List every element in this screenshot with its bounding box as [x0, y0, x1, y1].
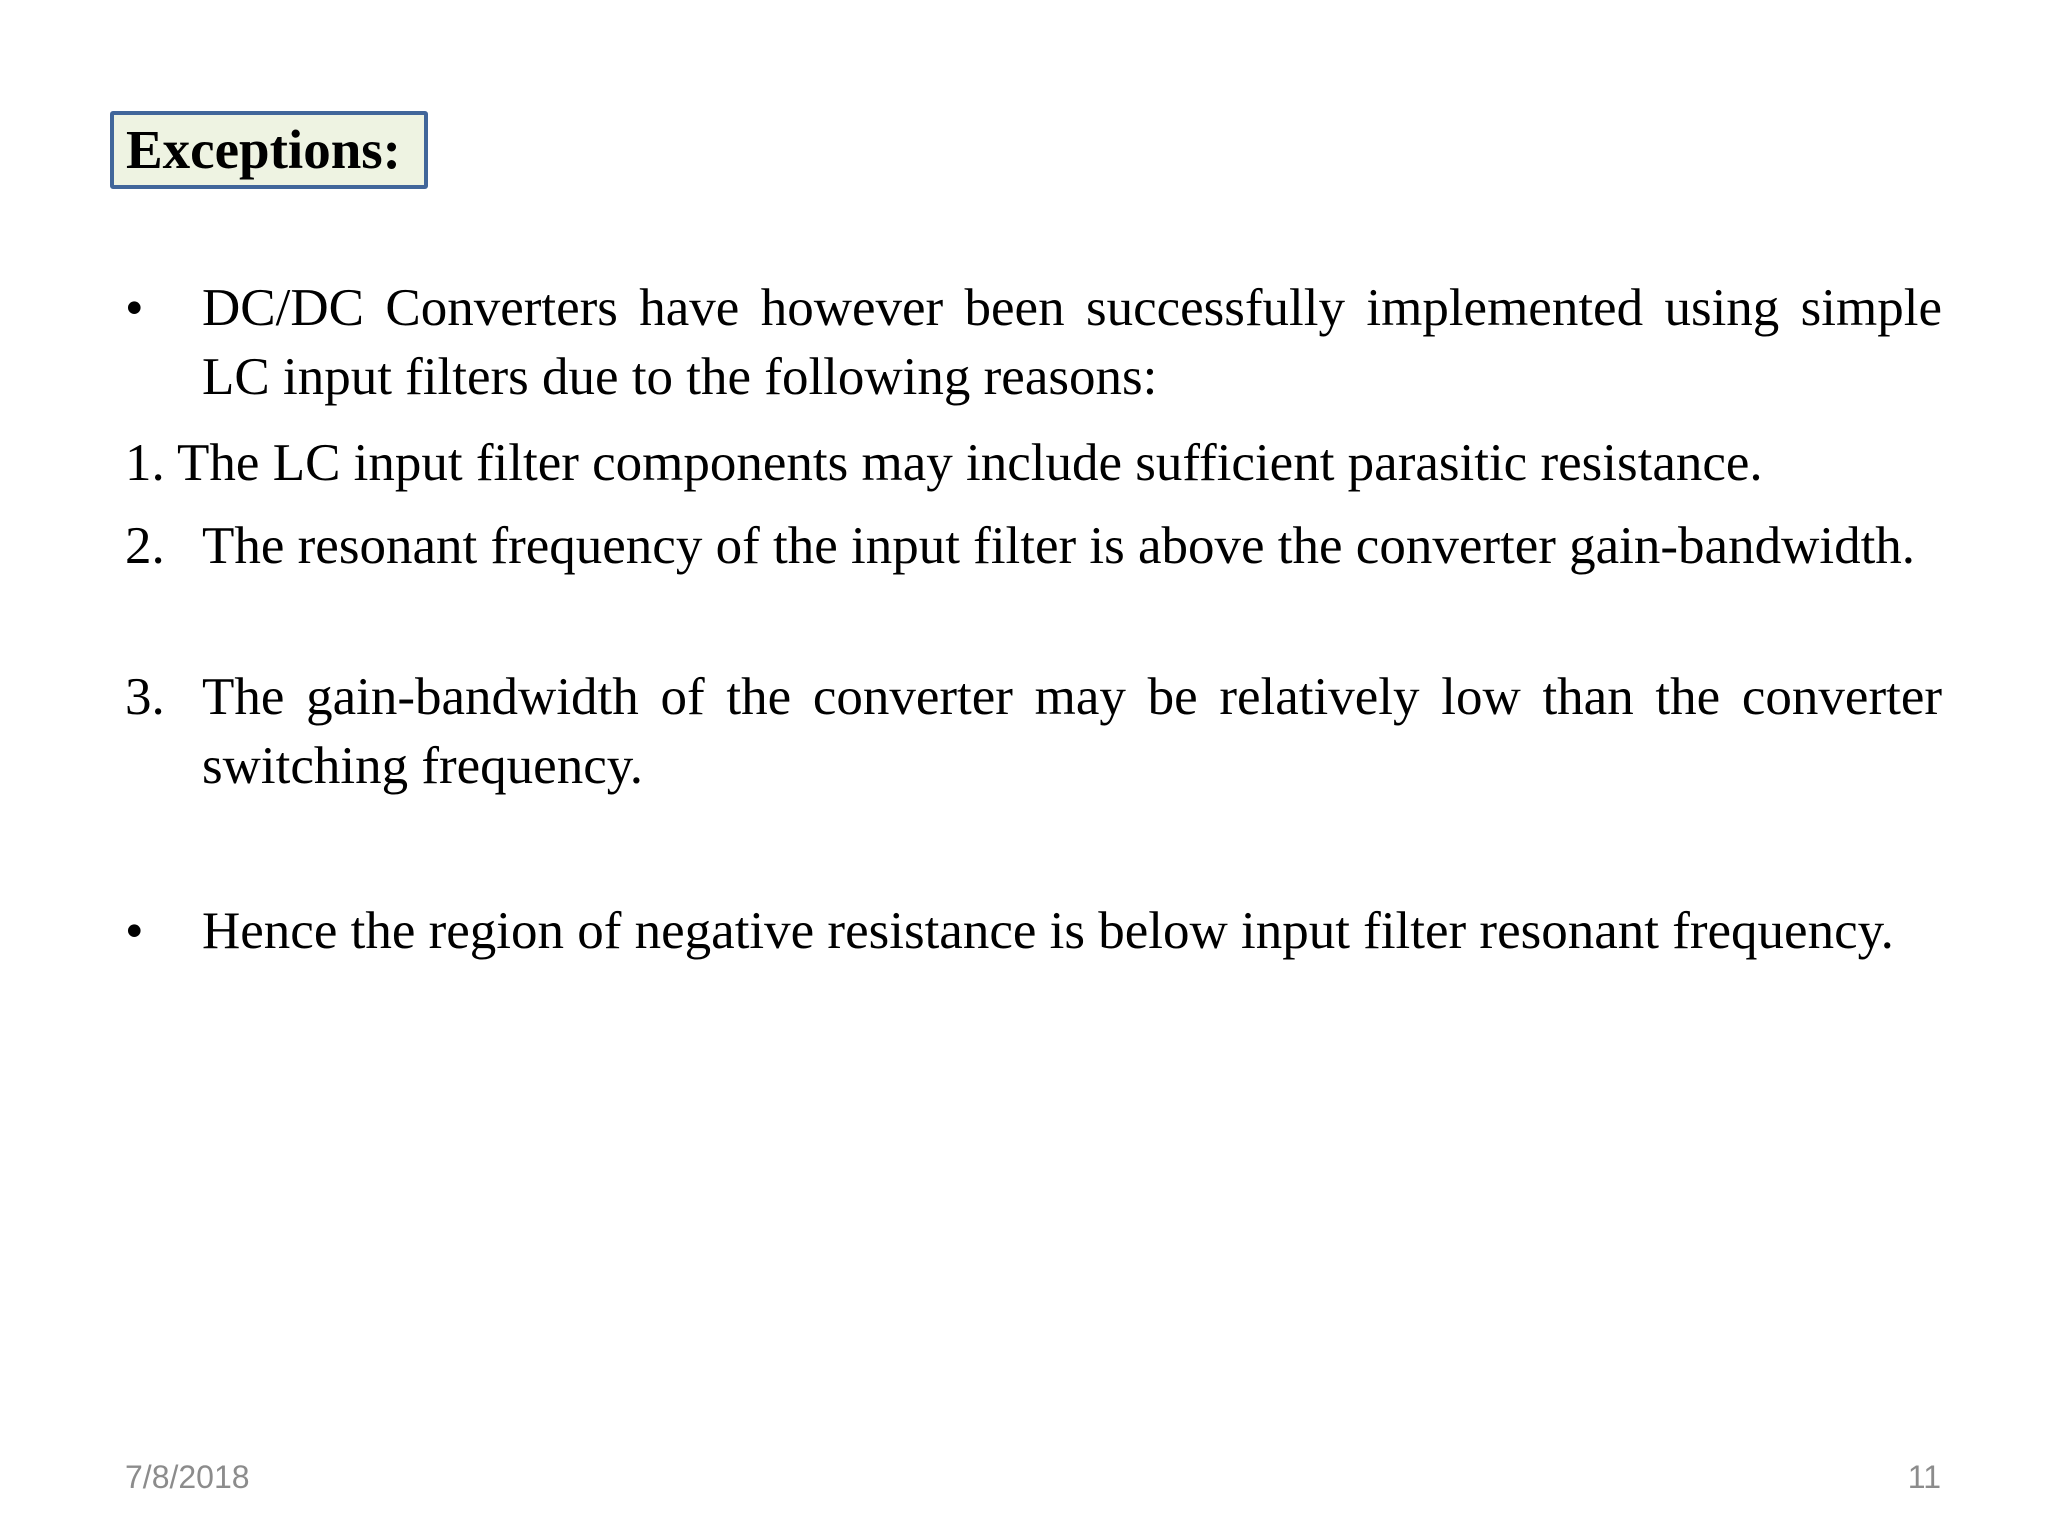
reason-2-marker: 2. [125, 517, 165, 575]
reason-1-text: The LC input filter components may include sufficient parasitic resistance. [177, 434, 1763, 492]
bullet-marker: • [125, 279, 144, 337]
reason-3-text: The gain-bandwidth of the converter may be relatively low than the converter switching frequency. [202, 668, 1942, 795]
slide-title: Exceptions: [126, 119, 401, 180]
bullet-conclusion-text: Hence the region of negative resistance is below input filter resonant frequency. [202, 902, 1894, 960]
bullet-intro [125, 274, 1942, 412]
reason-1-marker: 1. [125, 434, 165, 492]
bullet-conclusion [125, 897, 1942, 966]
bullet-intro-text: DC/DC Converters have however been successfully implemented using simple LC input filters due to the following reasons: [202, 279, 1942, 406]
reason-item-1 [125, 429, 1942, 498]
footer-page-number: 11 [1907, 1459, 1941, 1495]
bullet-marker: • [125, 902, 144, 960]
footer-date: 7/8/2018 [125, 1459, 250, 1495]
reason-2-text: The resonant frequency of the input filter is above the converter gain-bandwidth. [202, 517, 1916, 575]
reason-item-3 [125, 663, 1942, 801]
reason-item-2 [125, 512, 1942, 581]
reason-3-marker: 3. [125, 668, 165, 726]
